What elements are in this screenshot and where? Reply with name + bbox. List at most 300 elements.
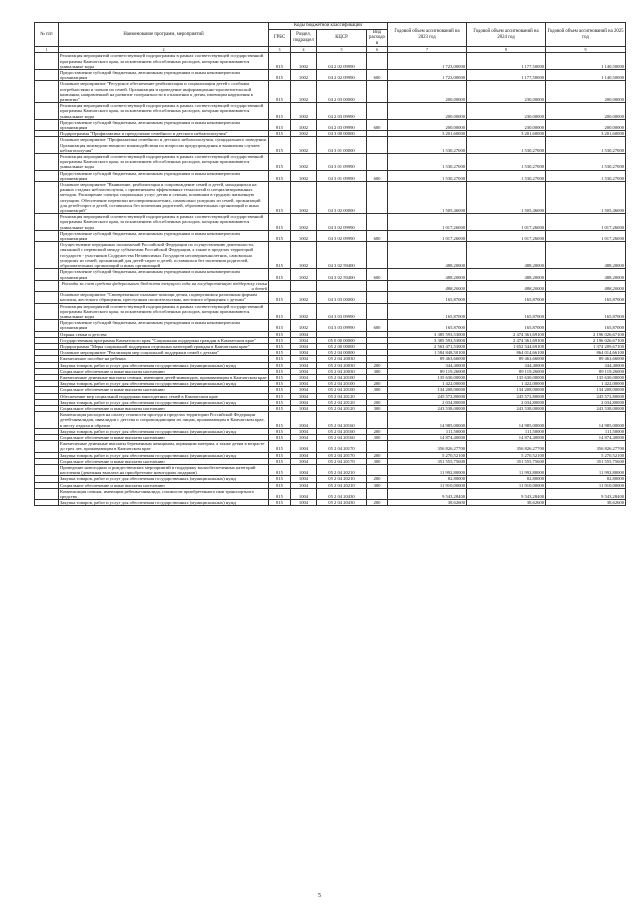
row-kcsr-cell: 05 2 04 20210 (317, 465, 367, 476)
row-2025-cell: 89 463,66000 (546, 356, 626, 362)
row-2025-cell: 488,20000 (546, 242, 626, 269)
row-vr-cell (367, 154, 388, 171)
row-kcsr-cell: 05 2 04 20430 (317, 488, 367, 499)
row-razdel-cell: 1004 (291, 350, 317, 356)
row-num-cell (35, 441, 59, 452)
row-num-cell (35, 182, 59, 214)
table-row (35, 182, 626, 214)
row-grbs-cell: 815 (269, 393, 291, 399)
row-name-cell: Основное мероприятие "Реализация мер социальной поддержки семей с детьми" (59, 350, 269, 356)
row-2023-cell: 488,20000 (388, 280, 467, 291)
row-2023-cell: 89 463,66000 (388, 356, 467, 362)
row-kcsr-cell: 05 2 04 20170 (317, 458, 367, 464)
row-razdel-cell: 1002 (291, 182, 317, 214)
column-number: 1 (35, 47, 59, 53)
row-vr-cell: 200 (367, 476, 388, 482)
row-2023-cell: 3 385 593,53000 (388, 331, 467, 337)
row-vr-cell: 200 (367, 362, 388, 368)
table-row (35, 476, 626, 482)
row-2024-cell: 38,62600 (467, 500, 546, 506)
column-number: 6 (367, 47, 388, 53)
row-razdel-cell: 1002 (291, 303, 317, 320)
row-razdel-cell: 1002 (291, 242, 317, 269)
row-vr-cell: 600 (367, 69, 388, 80)
row-razdel-cell: 1004 (291, 356, 317, 362)
row-grbs-cell: 815 (269, 405, 291, 411)
row-name-cell: Подпрограмма "Профилактика и преодоление семейного и детского неблагополучия" (59, 131, 269, 137)
row-name-cell: Обеспечение мер социальной поддержки многодетных семей в Камчатском крае (59, 393, 269, 399)
row-name-cell: Подпрограмма "Меры социальной поддержки отдельных категорий граждан в Камчатском крае" (59, 343, 269, 349)
row-2023-cell: 488,20000 (388, 242, 467, 269)
table-row (35, 53, 626, 70)
table-note-row (35, 280, 626, 291)
row-2023-cell: 1 530,27000 (388, 170, 467, 181)
row-2023-cell: 3 201,60000 (388, 131, 467, 137)
budget-document (34, 22, 626, 506)
row-name-cell: Социальное обеспечение и иные выплаты населению (59, 387, 269, 393)
col-header-grbs: ГРБС (269, 29, 291, 47)
row-2025-cell: 488,20000 (546, 269, 626, 280)
row-name-cell: Закупка товаров, работ и услуг для обеспечения государственных (муниципальных) нужд (59, 500, 269, 506)
row-num-cell (35, 292, 59, 303)
page-number: 5 (318, 893, 321, 899)
col-header-2023: Годовой объем ассигнований на 2023 год (388, 23, 467, 47)
table-row (35, 137, 626, 154)
row-2025-cell: 1 017,26000 (546, 214, 626, 231)
row-grbs-cell: 815 (269, 399, 291, 405)
row-2025-cell: 2 196 026,67100 (546, 331, 626, 337)
row-razdel-cell: 1004 (291, 387, 317, 393)
row-vr-cell: 300 (367, 482, 388, 488)
row-2025-cell: 2 034,80000 (546, 399, 626, 405)
row-grbs-cell: 815 (269, 137, 291, 154)
row-2025-cell: 344,40000 (546, 362, 626, 368)
row-2024-cell: 82,80000 (467, 476, 546, 482)
row-name-cell: Предоставление субсидий бюджетным, автономным учреждениям и иным некоммерческим организациям (59, 170, 269, 181)
row-name-cell: Основное мероприятие "Выявление, реабилитация и сопровождение семей и детей, находящихся на ранних стадиях неблагополучия, с применением эффективных технологий и специализированных методик. Расширение спектра социальных услуг детям и семьям, попавшим в трудную жизненную ситуацию. Обеспечение перевозки несовершеннолетних, самовольно ушедших из семей, организаций для детей-сирот и детей, оставшихся без попечения родителей, образовательных организаций и иных организаций" (59, 182, 269, 214)
row-name-cell: Ежемесячные денежные выплаты беременным женщинам, кормящим матерям, а также детям в возрасте до трех лет, проживающим в Камчатском крае (59, 441, 269, 452)
row-2023-cell: 200,00000 (388, 103, 467, 120)
row-2025-cell: 1 140,50000 (546, 53, 626, 70)
table-row (35, 412, 626, 429)
row-2023-cell: 200,00000 (388, 119, 467, 130)
row-grbs-cell: 815 (269, 368, 291, 374)
row-kcsr-cell: 04 3 03 09990 (317, 303, 367, 320)
row-2023-cell: 200,00000 (388, 81, 467, 103)
row-vr-cell: 300 (367, 434, 388, 440)
row-name-cell: Социальное обеспечение и иные выплаты населению (59, 482, 269, 488)
row-2024-cell: 1 017,26000 (467, 230, 546, 241)
row-vr-cell: 600 (367, 170, 388, 181)
row-2024-cell: 14 985,00000 (467, 412, 546, 429)
row-vr-cell: 200 (367, 428, 388, 434)
col-header-kcsr: КЦСР (317, 29, 367, 47)
row-2024-cell: 1 530,27000 (467, 170, 546, 181)
row-grbs-cell: 815 (269, 320, 291, 331)
row-2023-cell: 1 530,27000 (388, 154, 467, 171)
row-name-cell: Основное мероприятие "Ресурсное обеспечение реабилитации и социализации детей с особыми потребностями и членов их семей. Организация и проведение информационно-просветительской кампании, направленной на развитие толерантности в отношении к детям, имеющим нарушения в развитии" (59, 81, 269, 103)
row-name-cell: Предоставление субсидий бюджетным, автономным учреждениям и иным некоммерческим организациям (59, 119, 269, 130)
table-row (35, 387, 626, 393)
row-2024-cell: 245 572,80000 (467, 393, 546, 399)
row-num-cell (35, 500, 59, 506)
row-razdel-cell: 1004 (291, 452, 317, 458)
row-2024-cell: 11 992,80000 (467, 465, 546, 476)
row-razdel-cell: 1004 (291, 434, 317, 440)
row-grbs-cell: 815 (269, 488, 291, 499)
table-row (35, 343, 626, 349)
row-name-cell: Проведение новогодних и рождественских мероприятий в поддержку малообеспеченных категорий населения (денежная выплата на приобретение новогодних подарков) (59, 465, 269, 476)
table-row (35, 482, 626, 488)
row-razdel-cell: 1004 (291, 381, 317, 387)
table-row (35, 154, 626, 171)
row-grbs-cell: 815 (269, 356, 291, 362)
row-2023-cell: 2 034,80000 (388, 399, 467, 405)
row-kcsr-cell: 04 3 02 09990 (317, 230, 367, 241)
row-grbs-cell: 815 (269, 374, 291, 380)
row-kcsr-cell: 05 2 04 20030 (317, 356, 367, 362)
row-razdel-cell: 1002 (291, 320, 317, 331)
row-name-cell: Ежемесячные денежные выплаты семьям, имеющим детей-инвалидов, проживающим в Камчатском крае (60, 374, 267, 380)
row-num-cell (35, 412, 59, 429)
row-vr-cell (367, 280, 388, 291)
row-2025-cell: 200,00000 (546, 103, 626, 120)
row-2023-cell: 488,20000 (388, 269, 467, 280)
row-vr-cell: 200 (367, 381, 388, 387)
row-razdel-cell: 1002 (291, 230, 317, 241)
row-razdel-cell: 1004 (291, 337, 317, 343)
row-2025-cell: 2 196 026,67100 (546, 337, 626, 343)
row-razdel-cell: 1004 (291, 465, 317, 476)
table-row (35, 81, 626, 103)
row-num-cell (35, 119, 59, 130)
row-name-cell: Предоставление субсидий бюджетным, автономным учреждениям и иным некоммерческим организациям (59, 320, 269, 331)
row-razdel-cell: 1004 (291, 458, 317, 464)
table-row (35, 405, 626, 411)
row-2025-cell: 11 910,00000 (546, 482, 626, 488)
row-name-cell: Социальное обеспечение и иные выплаты населению (59, 434, 269, 440)
row-razdel-cell: 1004 (291, 368, 317, 374)
row-grbs-cell: 815 (269, 69, 291, 80)
col-header-vr: Вид расходов (367, 29, 388, 47)
row-2025-cell: 351 555,75600 (546, 458, 626, 464)
row-2024-cell: 243 538,00000 (467, 405, 546, 411)
row-vr-cell: 300 (367, 387, 388, 393)
row-kcsr-cell: 05 2 04 00000 (317, 350, 367, 356)
row-kcsr-cell: 05 2 04 20100 (317, 374, 367, 380)
row-2023-cell: 243 538,00000 (388, 405, 467, 411)
row-vr-cell (367, 81, 388, 103)
column-number: 3 (269, 47, 291, 53)
row-grbs-cell: 815 (269, 452, 291, 458)
row-2024-cell: 165,87000 (467, 320, 546, 331)
col-header-2025: Годовой объем ассигнований на 2025 год (546, 23, 626, 47)
row-2023-cell: 3 385 593,53000 (388, 337, 467, 343)
row-kcsr-cell: 05 2 04 20100 (317, 381, 367, 387)
row-2025-cell: 111,50000 (546, 428, 626, 434)
row-2024-cell: 9 543,28400 (467, 488, 546, 499)
table-body (35, 53, 626, 506)
row-name-cell: Реализация мероприятий соответствующей подпрограммы в рамках соответствующей государственной программы Камчатского края, за исключением обособленных расходов, которым присваиваются уникальные коды (59, 303, 269, 320)
row-2024-cell: 165,87000 (467, 292, 546, 303)
row-vr-cell (367, 137, 388, 154)
row-vr-cell: 600 (367, 269, 388, 280)
row-kcsr-cell: 05 2 00 00000 (317, 343, 367, 349)
row-2025-cell: 3 201,60000 (546, 131, 626, 137)
row-2024-cell: 230,00000 (467, 103, 546, 120)
row-vr-cell: 600 (367, 320, 388, 331)
row-razdel-cell: 1002 (291, 269, 317, 280)
column-number: 4 (291, 47, 317, 53)
column-number: 8 (467, 47, 546, 53)
row-2023-cell: 38,62600 (388, 500, 467, 506)
row-grbs-cell: 815 (269, 476, 291, 482)
row-num-cell (35, 103, 59, 120)
row-num-cell (35, 81, 59, 103)
table-row (35, 214, 626, 231)
row-vr-cell (367, 465, 388, 476)
table-row (35, 381, 626, 387)
row-razdel-cell: 1004 (291, 412, 317, 429)
row-grbs-cell: 815 (269, 331, 291, 337)
row-razdel-cell: 1002 (291, 53, 317, 70)
row-2023-cell: 111,50000 (388, 428, 467, 434)
row-razdel-cell: 1004 (291, 476, 317, 482)
row-2023-cell: 1 017,26000 (388, 214, 467, 231)
row-grbs-cell: 815 (269, 412, 291, 429)
row-2023-cell: 344,40000 (388, 362, 467, 368)
row-kcsr-cell: 04 3 02 00000 (317, 182, 367, 214)
table-row (35, 242, 626, 269)
row-vr-cell (367, 441, 388, 452)
row-2025-cell: 1 140,50000 (546, 69, 626, 80)
row-vr-cell (367, 412, 388, 429)
row-grbs-cell (269, 280, 291, 291)
row-grbs-cell: 815 (269, 214, 291, 231)
row-2023-cell: 1 530,27000 (388, 137, 467, 154)
row-2024-cell: 351 555,75600 (467, 458, 546, 464)
row-2023-cell: 11 992,80000 (388, 465, 467, 476)
row-2025-cell: 14 874,40000 (546, 434, 626, 440)
row-kcsr-cell: 04 3 03 00000 (317, 292, 367, 303)
row-kcsr-cell: 05 0 00 00000 (317, 337, 367, 343)
row-kcsr-cell: 04 2 03 00000 (317, 81, 367, 103)
row-name-cell: Закупка товаров, работ и услуг для обеспечения государственных (муниципальных) нужд (59, 452, 269, 458)
row-name-cell: Закупка товаров, работ и услуг для обеспечения государственных (муниципальных) нужд (59, 381, 269, 387)
row-name-cell: Расходы за счет средств федерального бюджета текущего года на государственную поддержку семьи и детей (59, 280, 269, 291)
row-razdel-cell: 1004 (291, 374, 317, 380)
row-kcsr-cell: 05 2 04 20120 (317, 405, 367, 411)
row-name-cell: Предоставление субсидий бюджетным, автономным учреждениям и иным некоммерческим организациям (59, 269, 269, 280)
row-2025-cell: 356 826,27700 (546, 441, 626, 452)
row-razdel-cell: 1002 (291, 170, 317, 181)
row-2025-cell: 5 270,52100 (546, 452, 626, 458)
row-vr-cell (367, 53, 388, 70)
row-name-cell: Социальное обеспечение и иные выплаты населению (59, 458, 269, 464)
row-name-cell: Социальное обеспечение и иные выплаты населению (59, 368, 269, 374)
row-2023-cell: 1 017,26000 (388, 230, 467, 241)
row-kcsr-cell: 05 2 04 20120 (317, 393, 367, 399)
row-2025-cell: 165,87000 (546, 303, 626, 320)
row-2025-cell: 243 538,00000 (546, 405, 626, 411)
row-grbs-cell: 815 (269, 362, 291, 368)
row-2024-cell: 135 630,00000 (467, 374, 546, 380)
row-2023-cell: 165,87000 (388, 320, 467, 331)
row-2024-cell: 89 463,66000 (467, 356, 546, 362)
row-2025-cell: 1 505,46000 (546, 182, 626, 214)
row-2024-cell: 2 474 361,69100 (467, 337, 546, 343)
row-razdel-cell: 1002 (291, 137, 317, 154)
row-num-cell (35, 269, 59, 280)
row-grbs-cell: 815 (269, 170, 291, 181)
row-kcsr-cell: 04 3 01 00000 (317, 137, 367, 154)
row-2023-cell: 11 910,00000 (388, 482, 467, 488)
row-2023-cell: 134 208,00000 (388, 387, 467, 393)
row-kcsr-cell: 05 2 04 20030 (317, 368, 367, 374)
row-2025-cell: 245 572,80000 (546, 393, 626, 399)
row-razdel-cell: 1004 (291, 393, 317, 399)
row-2025-cell: 14 985,00000 (546, 412, 626, 429)
row-grbs-cell: 815 (269, 269, 291, 280)
row-grbs-cell: 815 (269, 154, 291, 171)
row-2024-cell: 1 177,50000 (467, 53, 546, 70)
row-2025-cell: 9 543,28400 (546, 488, 626, 499)
row-2024-cell: 14 874,40000 (467, 434, 546, 440)
row-kcsr-cell: 05 2 04 20210 (317, 482, 367, 488)
table-row (35, 434, 626, 440)
row-num-cell (35, 170, 59, 181)
col-header-codes-group: Коды бюджетной классификации (269, 23, 388, 30)
row-2025-cell: 200,00000 (546, 81, 626, 103)
row-2023-cell: 135 630,00000 (388, 374, 467, 380)
table-row (35, 292, 626, 303)
row-razdel-cell: 1002 (291, 81, 317, 103)
row-grbs-cell: 815 (269, 103, 291, 120)
row-vr-cell: 300 (367, 405, 388, 411)
row-2025-cell: 200,00000 (546, 119, 626, 130)
row-razdel-cell: 1002 (291, 214, 317, 231)
table-row (35, 103, 626, 120)
row-razdel-cell: 1002 (291, 119, 317, 130)
row-2024-cell: 488,20000 (467, 269, 546, 280)
row-vr-cell (367, 103, 388, 120)
row-2023-cell: 89 119,26000 (388, 368, 467, 374)
row-kcsr-cell: 04 3 02 09990 (317, 214, 367, 231)
row-name-cell: Ежемесячное пособие на ребенка (59, 356, 269, 362)
row-grbs-cell: 815 (269, 428, 291, 434)
row-grbs-cell: 815 (269, 230, 291, 241)
row-grbs-cell: 815 (269, 381, 291, 387)
column-number: 9 (546, 47, 626, 53)
row-2024-cell: 1 017,26000 (467, 214, 546, 231)
row-name-cell: Закупка товаров, работ и услуг для обеспечения государственных (муниципальных) нужд (59, 362, 269, 368)
row-kcsr-cell: 05 2 04 20100 (317, 387, 367, 393)
column-number: 7 (388, 47, 467, 53)
row-vr-cell: 600 (367, 119, 388, 130)
row-vr-cell: 200 (367, 500, 388, 506)
row-kcsr-cell: 04 3 03 09990 (317, 320, 367, 331)
row-2024-cell: 1 177,50000 (467, 69, 546, 80)
row-2024-cell: 89 119,26000 (467, 368, 546, 374)
row-vr-cell: 300 (367, 458, 388, 464)
table-row (35, 356, 626, 362)
row-grbs-cell: 815 (269, 482, 291, 488)
row-name-cell: Реализация мероприятий соответствующей подпрограммы в рамках соответствующей государственной программы Камчатского края, за исключением обособленных расходов, которым присваиваются уникальные коды (59, 214, 269, 231)
row-2025-cell: 135 630,00000 (546, 374, 626, 380)
row-kcsr-cell: 04 2 02 09990 (317, 53, 367, 70)
row-grbs-cell: 815 (269, 53, 291, 70)
row-2023-cell: 1 723,00000 (388, 69, 467, 80)
row-grbs-cell: 815 (269, 343, 291, 349)
row-2023-cell: 245 572,80000 (388, 393, 467, 399)
row-grbs-cell: 815 (269, 387, 291, 393)
row-kcsr-cell: 04 3 00 00000 (317, 131, 367, 137)
row-name-cell: Реализация мероприятий соответствующей подпрограммы в рамках соответствующей государственной программы Камчатского края, за исключением обособленных расходов, которым присваиваются уникальные коды (59, 53, 269, 70)
row-razdel-cell: 1004 (291, 500, 317, 506)
row-kcsr-cell: 05 2 04 20160 (317, 412, 367, 429)
row-razdel-cell: 1004 (291, 343, 317, 349)
row-grbs-cell: 815 (269, 500, 291, 506)
table-row (35, 465, 626, 476)
row-num-cell (35, 137, 59, 154)
row-2024-cell: 11 910,00000 (467, 482, 546, 488)
row-2025-cell: 82,80000 (546, 476, 626, 482)
row-2025-cell: 1 017,26000 (546, 230, 626, 241)
row-kcsr-cell: 04 2 03 09990 (317, 103, 367, 120)
row-2024-cell: 1 422,00000 (467, 381, 546, 387)
row-name-cell: Предоставление субсидий бюджетным, автономным учреждениям и иным некоммерческим организациям (59, 69, 269, 80)
row-kcsr-cell: 05 2 04 20160 (317, 428, 367, 434)
table-row (35, 393, 626, 399)
table-row (35, 170, 626, 181)
row-2025-cell: 864 014,66100 (546, 350, 626, 356)
row-2024-cell: 864 014,66100 (467, 350, 546, 356)
row-2025-cell: 1 422,00000 (546, 381, 626, 387)
row-2024-cell: 488,20000 (467, 280, 546, 291)
row-vr-cell: 300 (367, 368, 388, 374)
row-2024-cell: 230,00000 (467, 119, 546, 130)
row-2023-cell: 1 505,46000 (388, 182, 467, 214)
row-razdel-cell: 1004 (291, 428, 317, 434)
table-row (35, 337, 626, 343)
row-grbs-cell: 815 (269, 119, 291, 130)
row-num-cell (35, 280, 59, 291)
row-kcsr-cell: 05 2 04 20170 (317, 441, 367, 452)
header-row-1 (35, 23, 626, 30)
row-vr-cell: 600 (367, 230, 388, 241)
row-kcsr-cell: 05 2 04 20120 (317, 399, 367, 405)
row-name-cell: Основное мероприятие "Своевременное оказание помощи детям, подвергшимся различным формам насилия, жестокого обращения, преступным посягательствам, жестокого обращения с детьми" (59, 292, 269, 303)
row-num-cell (35, 320, 59, 331)
row-grbs-cell: 815 (269, 292, 291, 303)
table-row (35, 458, 626, 464)
table-row (35, 131, 626, 137)
row-grbs-cell: 815 (269, 441, 291, 452)
row-2023-cell: 14 985,00000 (388, 412, 467, 429)
row-kcsr-cell: 04 3 01 09990 (317, 154, 367, 171)
row-2024-cell: 1 530,27000 (467, 154, 546, 171)
table-row (35, 362, 626, 368)
row-razdel-cell: 1004 (291, 488, 317, 499)
row-razdel-cell: 1002 (291, 154, 317, 171)
row-num-cell (35, 242, 59, 269)
row-2024-cell: 3 201,60000 (467, 131, 546, 137)
row-2024-cell: 1 530,27000 (467, 137, 546, 154)
row-num-cell (35, 465, 59, 476)
row-kcsr-cell: 05 2 04 20160 (317, 434, 367, 440)
row-2025-cell: 38,62600 (546, 500, 626, 506)
row-num-cell (35, 69, 59, 80)
